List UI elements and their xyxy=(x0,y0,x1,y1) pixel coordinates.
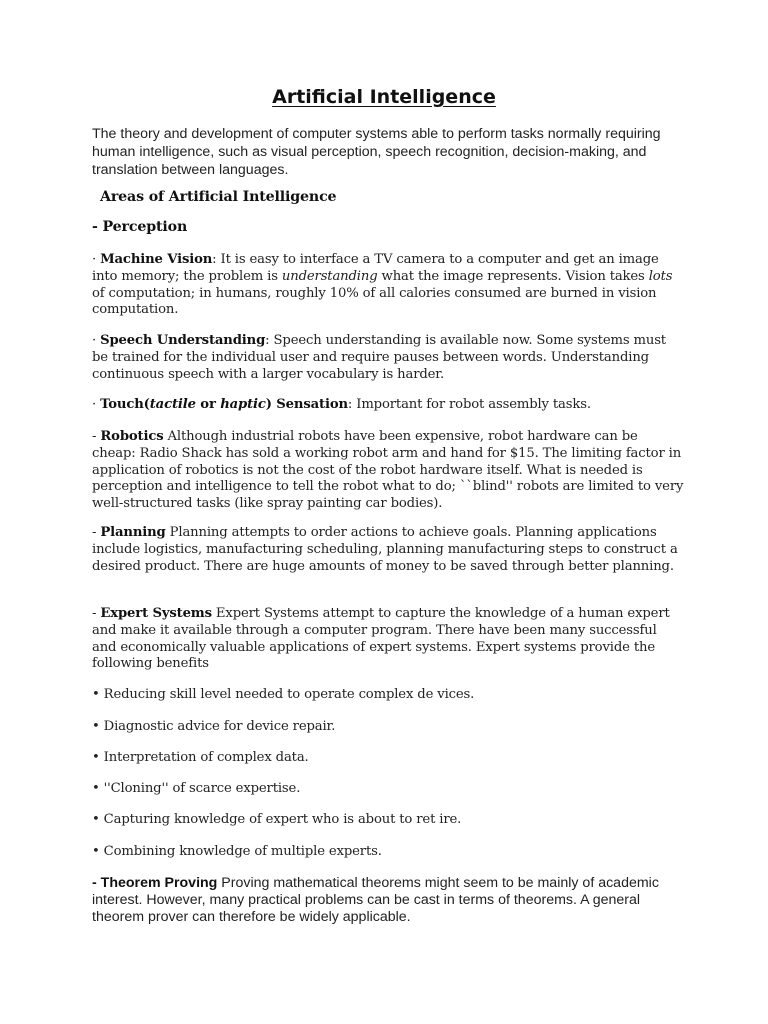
touch-emphasis-haptic: haptic xyxy=(220,397,266,412)
theorem-proving-text: Proving mathematical theorems might seem to be mainly of academic interest. However, many practical problems can be cast in terms of theorems. A general theorem prover can therefore be widely applicable. xyxy=(92,875,659,925)
benefit-item: • Combining knowledge of multiple experts. xyxy=(92,844,382,859)
theorem-proving-label: - Theorem Proving xyxy=(92,875,218,891)
page-title: Artificial Intelligence xyxy=(272,86,496,108)
benefit-item: • Reducing skill level needed to operate complex de vices. xyxy=(92,687,475,702)
touch-label-3: ) Sensation xyxy=(265,397,348,412)
speech-label: Speech Understanding xyxy=(100,333,266,348)
touch-paragraph xyxy=(92,397,684,414)
benefit-item: • Capturing knowledge of expert who is about to ret ire. xyxy=(92,812,462,827)
perception-heading: - Perception xyxy=(92,219,188,235)
machine-vision-text-1: It is easy to interface a TV camera to a computer and get an image into memory; the problem is xyxy=(92,252,659,284)
planning-text: Planning attempts to order actions to achieve goals. Planning applications include logistics, manufacturing scheduling, planning manufacturing steps to construct a desired product. There are huge amounts of money to be saved through better planning. xyxy=(92,525,678,574)
benefit-item: • Interpretation of complex data. xyxy=(92,750,309,765)
dash-prefix: - xyxy=(92,525,101,540)
machine-vision-label: Machine Vision xyxy=(100,252,213,267)
machine-vision-emphasis-understanding: understanding xyxy=(281,268,378,284)
theorem-proving-paragraph xyxy=(92,875,684,925)
speech-paragraph xyxy=(92,333,684,383)
touch-emphasis-tactile: tactile xyxy=(149,397,196,412)
robotics-paragraph xyxy=(92,429,684,513)
planning-paragraph xyxy=(92,525,684,575)
bullet-dot: · xyxy=(92,333,101,348)
label-separator: : xyxy=(212,252,221,267)
speech-text: Speech understanding is available now. Some systems must be trained for the individual user and require pauses between words. Understanding continuous speech with a larger vocabulary is harder. xyxy=(92,333,666,382)
machine-vision-paragraph xyxy=(92,252,684,319)
machine-vision-text-2: what the image represents. Vision takes xyxy=(377,268,649,284)
benefit-item: • ''Cloning'' of scarce expertise. xyxy=(92,781,301,796)
label-separator: : xyxy=(265,333,274,348)
robotics-text: Although industrial robots have been expensive, robot hardware can be cheap: Radio Shack has sold a working robot arm and hand for $15. The limiting factor in application of robotics is not the cost of the robot hardware itself. What is needed is perception and intelligence to tell the robot what to do; ``blind'' robots are limited to very well-structured tasks (like spray painting car bodies). xyxy=(92,429,684,512)
intro-paragraph: The theory and development of computer systems able to perform tasks normally requiring human intelligence, such as visual perception, speech recognition, decision-making, and translation between languages. xyxy=(92,126,661,178)
touch-label-2: or xyxy=(195,397,221,412)
machine-vision-emphasis-lots: lots xyxy=(648,268,673,284)
label-separator: : xyxy=(347,397,357,412)
planning-label: Planning xyxy=(100,525,166,540)
dash-prefix: - xyxy=(92,606,101,621)
expert-systems-paragraph xyxy=(92,606,684,673)
touch-label-1: Touch( xyxy=(100,397,150,412)
robotics-label: Robotics xyxy=(100,429,164,444)
bullet-dot: · xyxy=(92,252,101,267)
benefit-item: • Diagnostic advice for device repair. xyxy=(92,719,336,734)
machine-vision-text-3: of computation; in humans, roughly 10% of all calories consumed are burned in vision computation. xyxy=(92,285,657,318)
bullet-dot: · xyxy=(92,397,101,412)
touch-text: Important for robot assembly tasks. xyxy=(356,397,591,412)
dash-prefix: - xyxy=(92,429,101,444)
expert-systems-label: Expert Systems xyxy=(100,606,212,621)
areas-heading: Areas of Artificial Intelligence xyxy=(100,189,337,205)
expert-systems-text: Expert Systems attempt to capture the knowledge of a human expert and make it available through a computer program. There have been many successful and economically valuable applications of expert systems. Expert systems provide the following benefits xyxy=(92,606,670,672)
